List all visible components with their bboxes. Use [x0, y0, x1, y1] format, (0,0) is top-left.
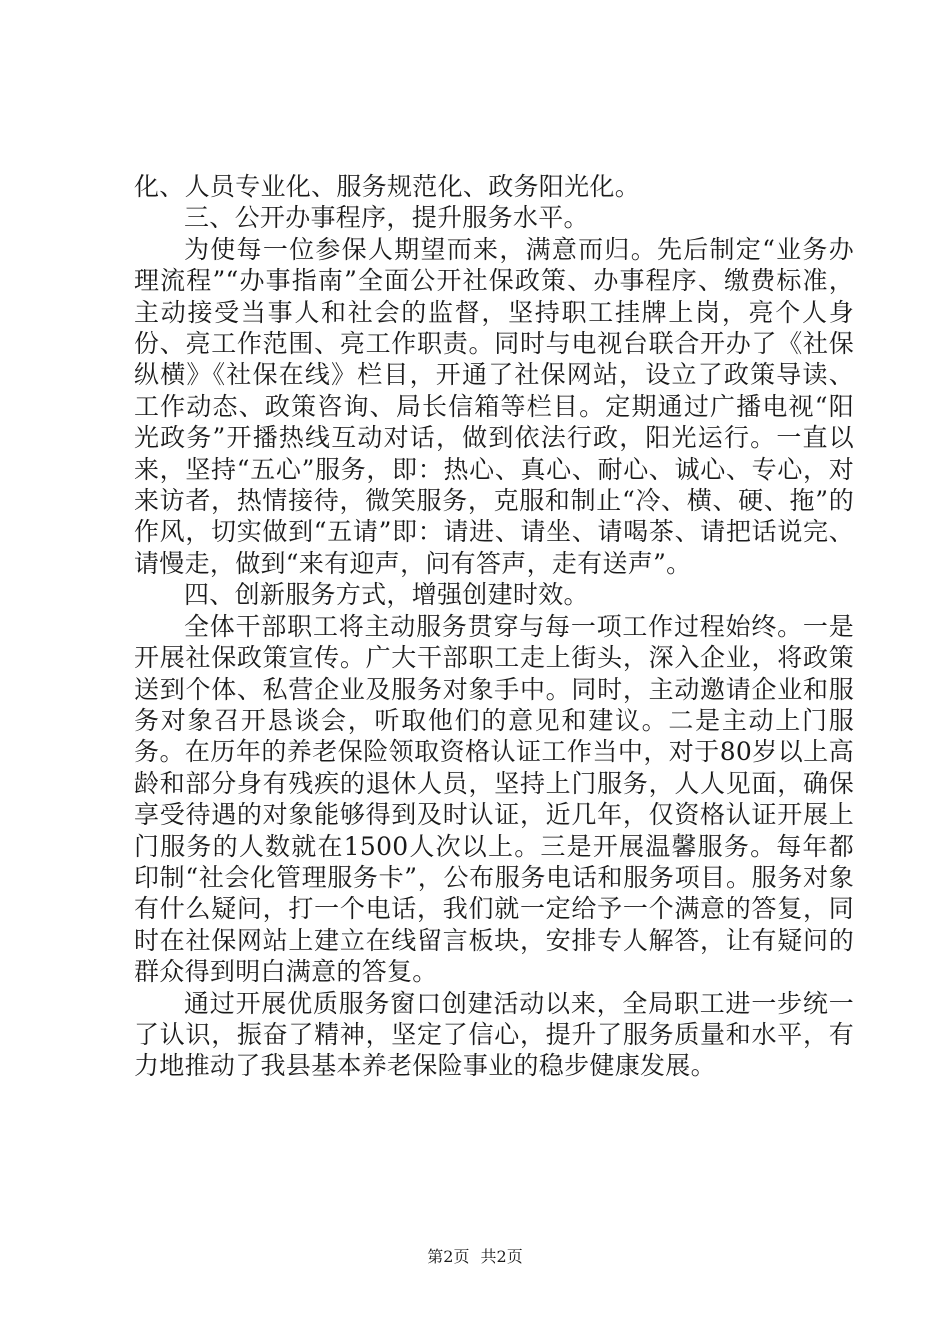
- paragraph-section-4: 全体干部职工将主动服务贯穿与每一项工作过程始终。一是开展社保政策宣传。广大干部职工走上街头，深入企业，将政策送到个体、私营企业及服务对象手中。同时，主动邀请企业和服务对象召开恳谈会，听取他们的意见和建议。二是主动上门服务。在历年的养老保险领取资格认证工作当中，对于80岁以上高龄和部分身有残疾的退休人员，坚持上门服务，人人见面，确保享受待遇的对象能够得到及时认证，近几年，仅资格认证开展上门服务的人数就在1500人次以上。三是开展温馨服务。每年都印制“社会化管理服务卡”，公布服务电话和服务项目。服务对象有什么疑问，打一个电话，我们就一定给予一个满意的答复，同时在社保网站上建立在线留言板块，安排专人解答，让有疑问的群众得到明白满意的答复。: [134, 611, 854, 987]
- page-footer: [0, 1244, 950, 1267]
- paragraph-section-3: 为使每一位参保人期望而来，满意而归。先后制定“业务办理流程”“办事指南”全面公开社保政策、办事程序、缴费标准，主动接受当事人和社会的监督，坚持职工挂牌上岗，亮个人身份、亮工作范围、亮工作职责。同时与电视台联合开办了《社保纵横》《社保在线》栏目，开通了社保网站，设立了政策导读、工作动态、政策咨询、局长信箱等栏目。定期通过广播电视“阳光政务”开播热线互动对话，做到依法行政，阳光运行。一直以来，坚持“五心”服务，即：热心、真心、耐心、诚心、专心，对来访者，热情接待，微笑服务，克服和制止“冷、横、硬、拖”的作风，切实做到“五请”即：请进、请坐、请喝茶、请把话说完、请慢走，做到“来有迎声，问有答声，走有送声”。: [134, 234, 854, 578]
- page-number: 第2页: [427, 1247, 470, 1266]
- page-total: 共2页: [480, 1247, 523, 1266]
- paragraph-conclusion: 通过开展优质服务窗口创建活动以来，全局职工进一步统一了认识，振奋了精神，坚定了信心，提升了服务质量和水平，有力地推动了我县基本养老保险事业的稳步健康发展。: [134, 988, 854, 1081]
- paragraph-continuation: 化、人员专业化、服务规范化、政务阳光化。: [134, 172, 641, 201]
- section-heading-3: 三、公开办事程序，提升服务水平。: [184, 203, 589, 233]
- section-heading-4: 四、创新服务方式，增强创建时效。: [184, 580, 589, 610]
- document-body: [134, 171, 854, 1082]
